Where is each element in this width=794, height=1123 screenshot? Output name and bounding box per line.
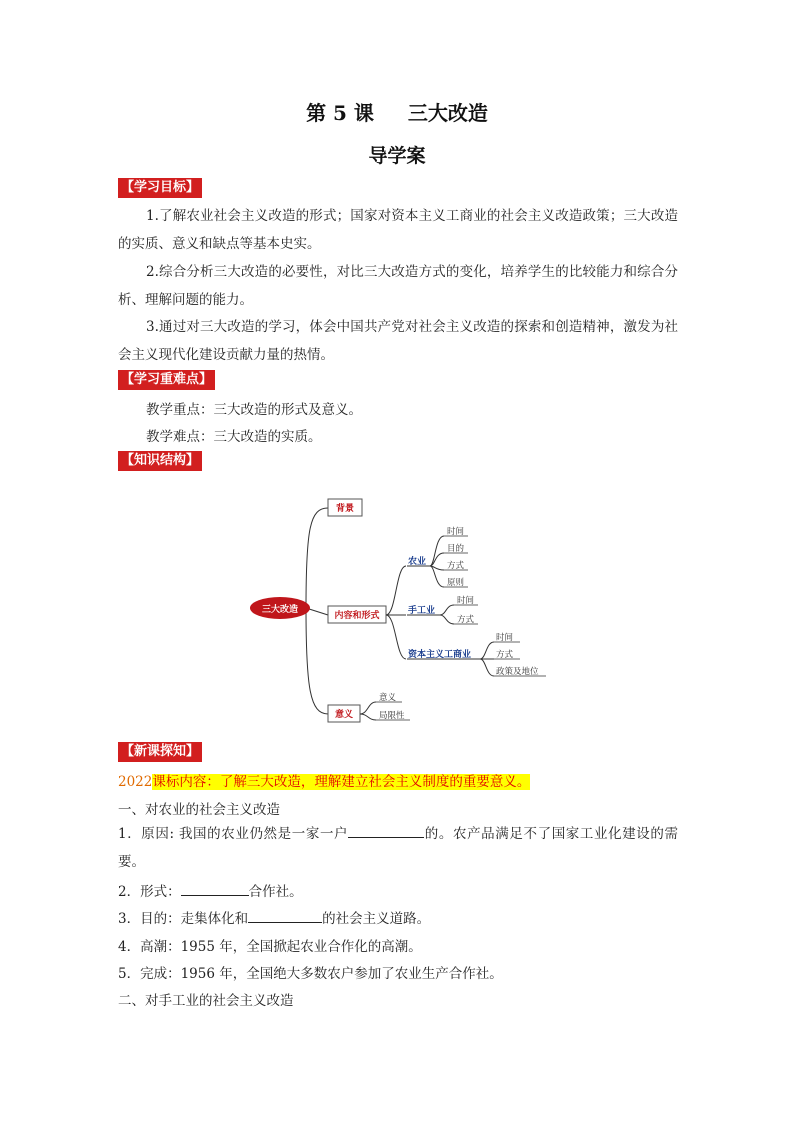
branch-line-background [306, 508, 328, 608]
fill-blank-3[interactable] [248, 908, 322, 923]
branch-line-meaning [306, 608, 328, 714]
teaching-difficulty: 教学难点：三大改造的实质。 [146, 429, 322, 445]
teaching-focus: 教学重点：三大改造的形式及意义。 [146, 402, 362, 418]
goal-3: 3.通过对三大改造的学习，体会中国共产党对社会主义改造的探索和创造精神，激发为社会主义现代化建设贡献力量的热情。 [118, 319, 678, 363]
agri-item-principle: 原则 [447, 578, 465, 588]
standard-text: 课标内容：了解三大改造，理解建立社会主义制度的重要意义。 [152, 774, 531, 790]
agri-item-method: 方式 [447, 561, 465, 571]
capital-item-time: 时间 [496, 633, 514, 643]
background-label: 背景 [335, 504, 355, 514]
section-two-heading: 二、对手工业的社会主义改造 [118, 993, 294, 1009]
craft-item-time: 时间 [457, 596, 475, 606]
goal-1: 1.了解农业社会主义改造的形式；国家对资本主义工商业的社会主义改造政策；三大改造的实质、意义和缺点等基本史实。 [118, 208, 678, 252]
meaning-item-significance: 意义 [379, 693, 397, 703]
section-tag-structure: 【知识结构】 [118, 451, 202, 471]
agri-label: 农业 [408, 557, 427, 567]
lesson-number: 第 5 课 [306, 101, 374, 125]
meaning-item-limitation: 局限性 [379, 711, 405, 721]
root-label: 三大改造 [261, 605, 299, 615]
craft-item-method: 方式 [457, 615, 475, 625]
item-3-purpose: 3．目的：走集体化和 的社会主义道路。 [118, 907, 430, 927]
capital-item-method: 方式 [496, 650, 514, 660]
section-one-heading: 一、对农业的社会主义改造 [118, 802, 280, 818]
standard-year: 2022 [118, 774, 153, 790]
section-tag-explore: 【新课探知】 [118, 742, 202, 762]
fill-blank-1[interactable] [348, 823, 424, 838]
section-tag-goals: 【学习目标】 [118, 178, 202, 198]
curriculum-standard [118, 770, 530, 790]
goal-2: 2.综合分析三大改造的必要性，对比三大改造方式的变化，培养学生的比较能力和综合分析、理解问题的能力。 [118, 264, 678, 308]
capital-item-policy: 政策及地位 [496, 667, 539, 677]
content-label: 内容和形式 [334, 611, 380, 621]
agri-item-time: 时间 [447, 527, 465, 537]
fill-blank-2[interactable] [181, 881, 249, 896]
agri-item-purpose: 目的 [447, 544, 465, 554]
lesson-name: 三大改造 [407, 101, 488, 125]
capital-label: 资本主义工商业 [408, 650, 472, 660]
craft-label: 手工业 [408, 606, 436, 616]
item-5-complete: 5．完成：1956 年，全国绝大多数农户参加了农业生产合作社。 [118, 966, 503, 982]
section-tag-key-points: 【学习重难点】 [118, 370, 215, 390]
item-4-climax: 4．高潮：1955 年，全国掀起农业合作化的高潮。 [118, 939, 422, 955]
lesson-subtitle: 导学案 [368, 145, 426, 167]
item-2-form: 2．形式： 合作社。 [118, 880, 303, 900]
lesson-title [0, 97, 794, 126]
knowledge-mind-map [230, 488, 560, 728]
meaning-label: 意义 [334, 710, 354, 720]
item-1-reason: 1．原因: 我国的农业仍然是一家一户 的。农产品满足不了国家工业化建设的需要。 [118, 820, 678, 876]
